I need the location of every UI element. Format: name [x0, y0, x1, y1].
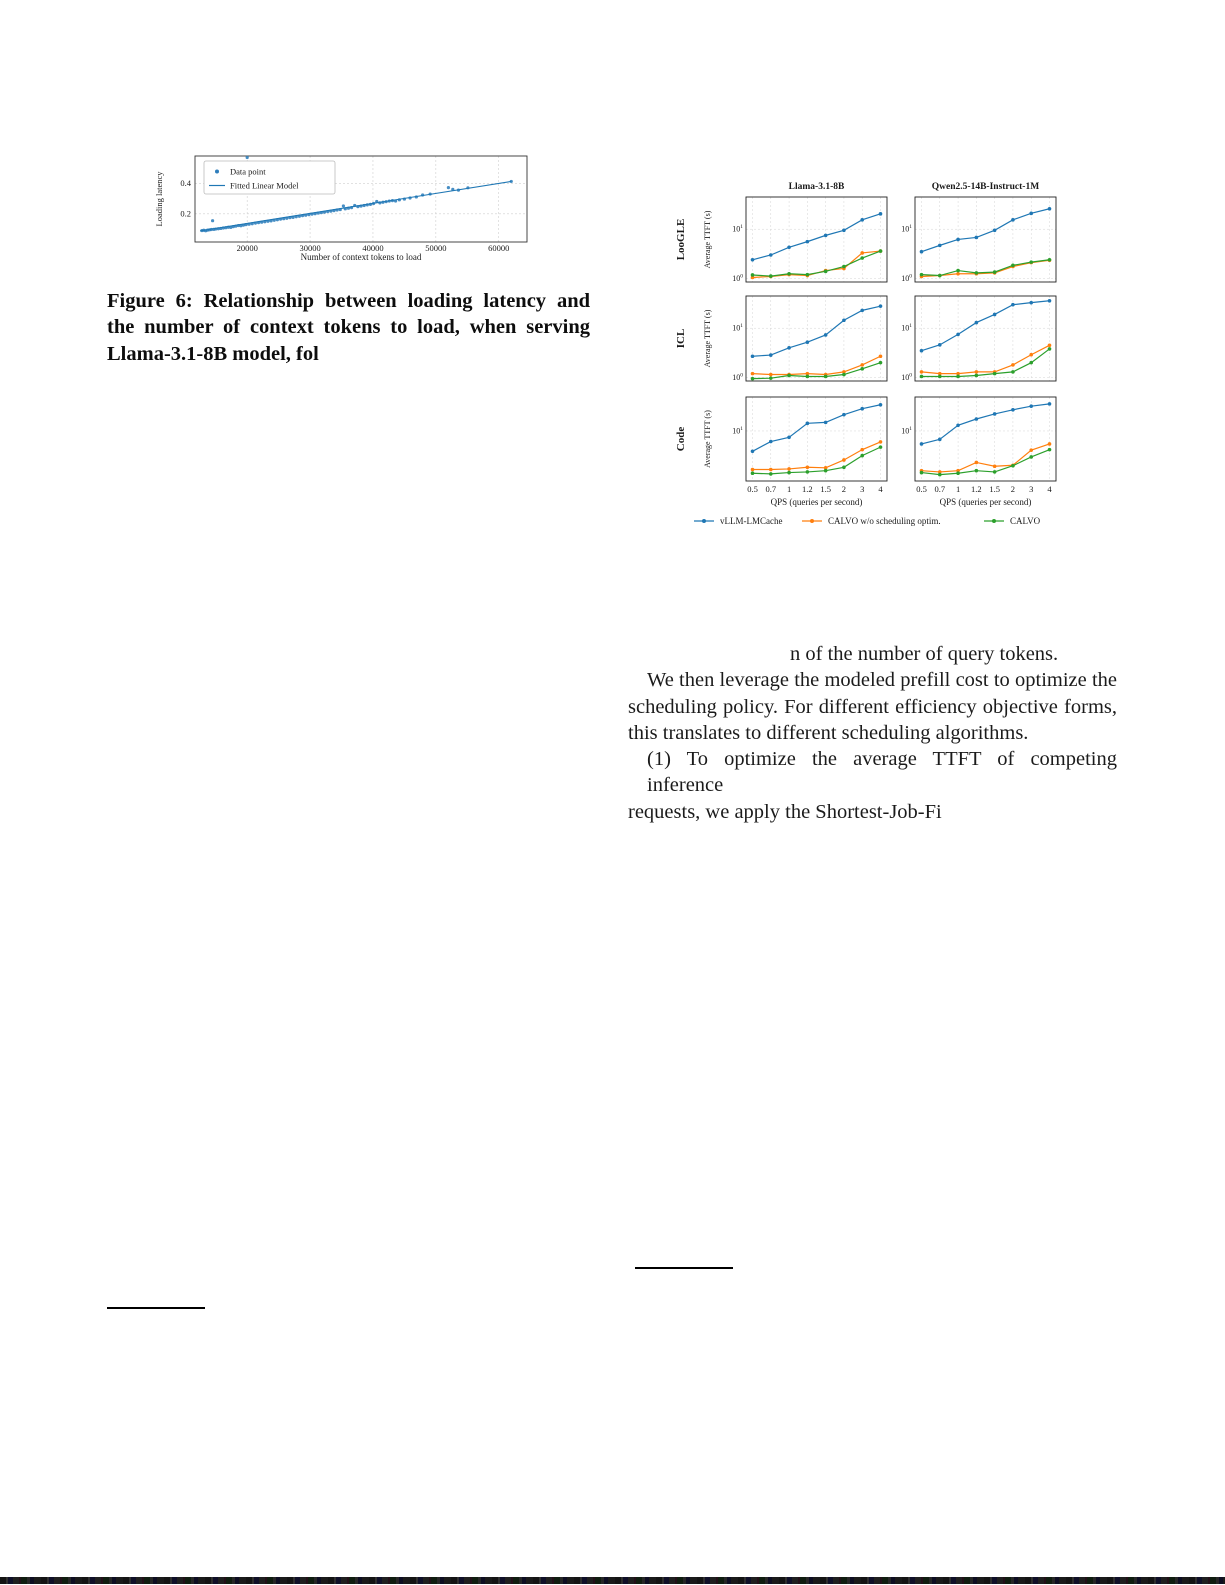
svg-text:Code: Code — [675, 426, 687, 452]
svg-text:60000: 60000 — [488, 243, 510, 253]
svg-text:1.2: 1.2 — [971, 484, 982, 494]
svg-text:vLLM-LMCache: vLLM-LMCache — [720, 516, 783, 526]
svg-text:0.7: 0.7 — [934, 484, 946, 494]
svg-text:101: $10^1$ — [732, 425, 743, 436]
figure6-caption — [107, 288, 590, 367]
svg-text:1.5: 1.5 — [989, 484, 1000, 494]
svg-text:0.5: 0.5 — [916, 484, 927, 494]
svg-text:LooGLE: LooGLE — [675, 218, 687, 261]
svg-text:Fitted Linear Model: Fitted Linear Model — [230, 180, 299, 191]
svg-text:101: $10^1$ — [901, 224, 912, 234]
ttft-panels-chart — [672, 176, 1070, 532]
figure6-caption-line: Llama-3.1-8B model, fol — [107, 342, 319, 365]
svg-text:Loading latency: Loading latency — [154, 171, 164, 227]
svg-text:3: 3 — [1029, 484, 1034, 494]
svg-text:CALVO w/o scheduling optim.: CALVO w/o scheduling optim. — [828, 516, 941, 526]
svg-text:4: 4 — [1047, 484, 1052, 494]
loading-latency-chart — [140, 146, 530, 266]
svg-text:101: $10^1$ — [732, 224, 743, 234]
svg-text:100: $10^0$ — [732, 273, 743, 284]
svg-text:Average TTFT (s): Average TTFT (s) — [703, 210, 712, 269]
svg-text:20000: 20000 — [236, 243, 258, 253]
svg-text:100: $10^0$ — [732, 372, 743, 383]
svg-text:Qwen2.5-14B-Instruct-1M: Qwen2.5-14B-Instruct-1M — [931, 182, 1040, 192]
svg-text:Data point: Data point — [230, 166, 266, 177]
body-text-line: We then leverage the modeled prefill cost to optimize the — [647, 669, 1117, 692]
svg-text:Llama-3.1-8B: Llama-3.1-8B — [788, 182, 845, 192]
svg-text:4: 4 — [878, 484, 883, 494]
body-text-line: requests, we apply the Shortest-Job-Fi — [628, 800, 942, 823]
svg-text:40000: 40000 — [362, 243, 384, 253]
svg-text:Number of context tokens to lo: Number of context tokens to load — [300, 252, 422, 262]
svg-text:0.7: 0.7 — [765, 484, 777, 494]
svg-text:101: $10^1$ — [901, 323, 912, 333]
figure6-caption-line: the number of context tokens to load, when serving — [107, 316, 590, 339]
svg-text:QPS (queries per second): QPS (queries per second) — [770, 497, 863, 507]
svg-text:1: 1 — [786, 484, 792, 494]
footnote-rule-left — [107, 1307, 205, 1309]
body-text-line: n of the number of query tokens. — [790, 643, 1059, 665]
body-text-line: (1) To optimize the average TTFT of competing inference — [647, 748, 1117, 797]
svg-text:1.2: 1.2 — [802, 484, 813, 494]
svg-text:ICL: ICL — [675, 328, 687, 349]
svg-text:Average TTFT (s): Average TTFT (s) — [703, 309, 712, 368]
svg-text:0.2: 0.2 — [180, 208, 191, 219]
svg-text:100: $10^0$ — [901, 372, 912, 383]
body-text-line: scheduling policy. For different efficiency objective forms, — [628, 695, 1117, 718]
svg-text:1: 1 — [955, 484, 961, 494]
body-text-line: this translates to different scheduling algorithms. — [628, 721, 1029, 744]
svg-text:50000: 50000 — [425, 243, 447, 253]
body-text — [628, 641, 1117, 825]
figure6-caption-line: Figure 6: Relationship between loading latency and — [107, 290, 590, 312]
footnote-rule-right — [635, 1267, 733, 1269]
svg-text:30000: 30000 — [299, 243, 321, 253]
svg-text:2: 2 — [1010, 484, 1016, 494]
svg-text:101: $10^1$ — [901, 425, 912, 436]
svg-text:0.4: 0.4 — [180, 178, 191, 189]
bottom-scan-artifact — [0, 1577, 1225, 1584]
svg-text:100: $10^0$ — [901, 273, 912, 284]
svg-text:101: $10^1$ — [732, 323, 743, 333]
svg-text:0.5: 0.5 — [747, 484, 758, 494]
svg-text:Average TTFT (s): Average TTFT (s) — [703, 410, 712, 468]
svg-text:3: 3 — [860, 484, 865, 494]
svg-text:QPS (queries per second): QPS (queries per second) — [939, 497, 1032, 507]
svg-text:CALVO: CALVO — [1010, 516, 1041, 526]
svg-text:1.5: 1.5 — [820, 484, 831, 494]
svg-text:2: 2 — [841, 484, 847, 494]
